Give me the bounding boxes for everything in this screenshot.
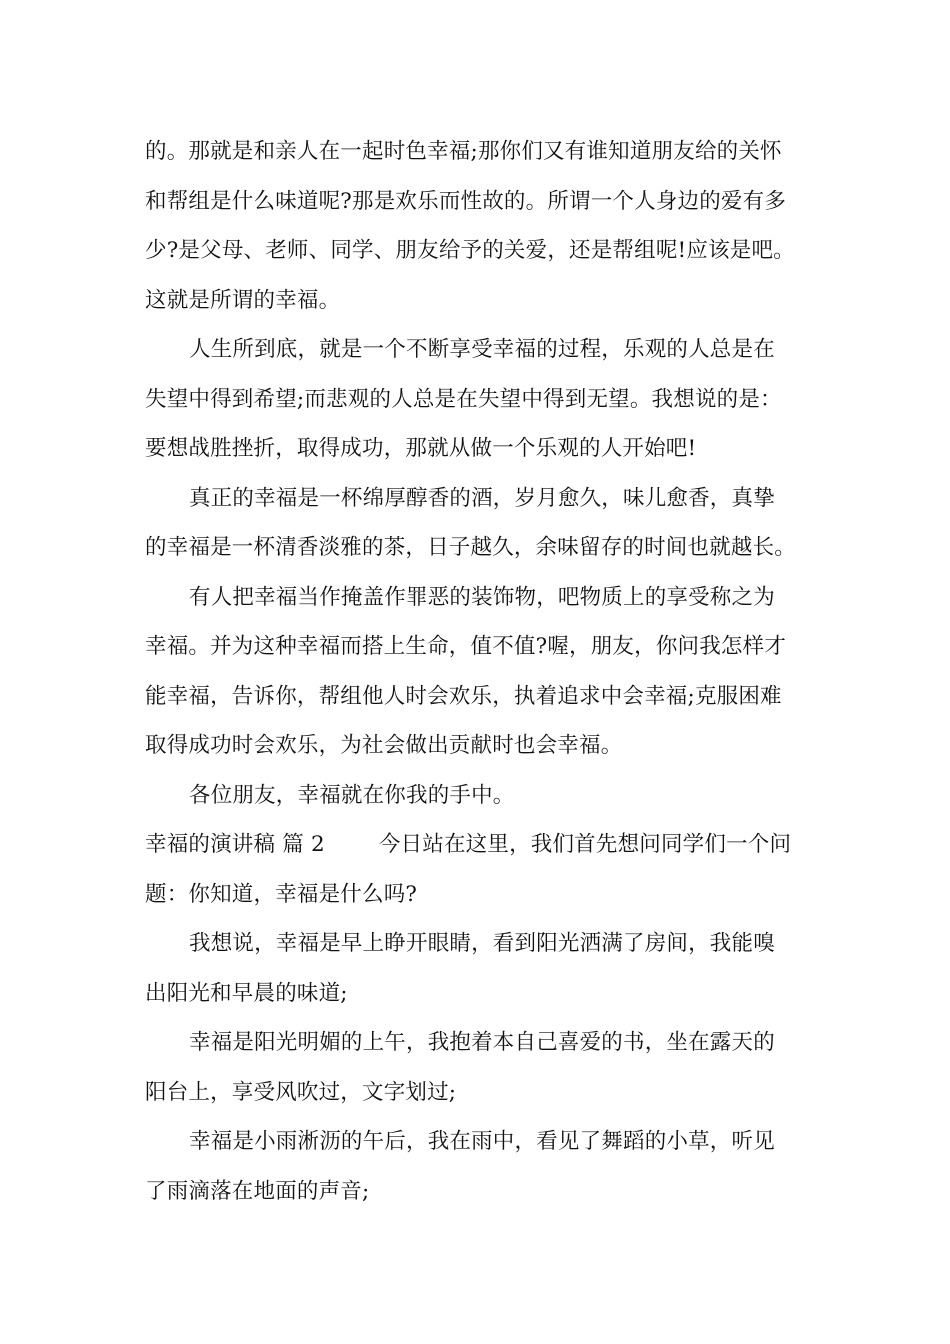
paragraph-start: 有人把幸福当作掩盖作罪恶的装饰物，吧物质上的享受称之为: [189, 584, 775, 610]
text-line: 的。那就是和亲人在一起时色幸福;那你们又有谁知道朋友给的关怀: [145, 139, 782, 164]
paragraph-start: 真正的幸福是一杯绵厚醇香的酒，岁月愈久，味儿愈香，真挚: [189, 485, 775, 511]
text-line: 失望中得到希望;而悲观的人总是在失望中得到无望。我想说的是：: [145, 386, 782, 412]
section-intro-text: 今日站在这里，我们首先想问同学们一个问: [378, 832, 792, 857]
section-heading-line: [145, 825, 815, 875]
text-line: 出阳光和早晨的味道;: [145, 980, 348, 1006]
text-line: 取得成功时会欢乐，为社会做出贡献时也会幸福。: [145, 733, 623, 758]
document-body: [145, 132, 815, 1221]
text-line: 这就是所谓的幸福。: [145, 287, 341, 313]
text-line: 少?是父母、老师、同学、朋友给予的关爱，还是帮组呢!应该是吧。: [145, 238, 795, 263]
text-line: 幸福。并为这种幸福而搭上生命，值不值?喔，朋友，你问我怎样才: [145, 634, 787, 659]
text-line: 题：你知道，幸福是什么吗?: [145, 881, 418, 907]
text-line: 的幸福是一杯清香淡雅的茶，日子越久，余味留存的时间也就越长。: [145, 535, 797, 560]
text-line: 了雨滴落在地面的声音;: [145, 1178, 370, 1204]
section-part: 篇 2: [282, 832, 325, 857]
paragraph-start: 我想说，幸福是早上睁开眼睛，看到阳光洒满了房间，我能嗅: [189, 931, 775, 956]
paragraph-start: 各位朋友，幸福就在你我的手中。: [189, 782, 515, 808]
text-line: 和帮组是什么味道呢?那是欢乐而性故的。所谓一个人身边的爱有多: [145, 188, 787, 214]
text-line: 要想战胜挫折，取得成功，那就从做一个乐观的人开始吧!: [145, 436, 697, 461]
section-title: 幸福的演讲稿: [145, 832, 276, 857]
text-line: 能幸福，告诉你，帮组他人时会欢乐，执着追求中会幸福;克服困难: [145, 683, 782, 709]
paragraph-start: 人生所到底，就是一个不断享受幸福的过程，乐观的人总是在: [189, 337, 775, 362]
paragraph-start: 幸福是小雨淅沥的午后，我在雨中，看见了舞蹈的小草，听见: [189, 1129, 775, 1154]
paragraph-start: 幸福是阳光明媚的上午，我抱着本自己喜爱的书，坐在露天的: [189, 1030, 775, 1055]
text-line: 阳台上，享受风吹过，文字划过;: [145, 1079, 457, 1105]
